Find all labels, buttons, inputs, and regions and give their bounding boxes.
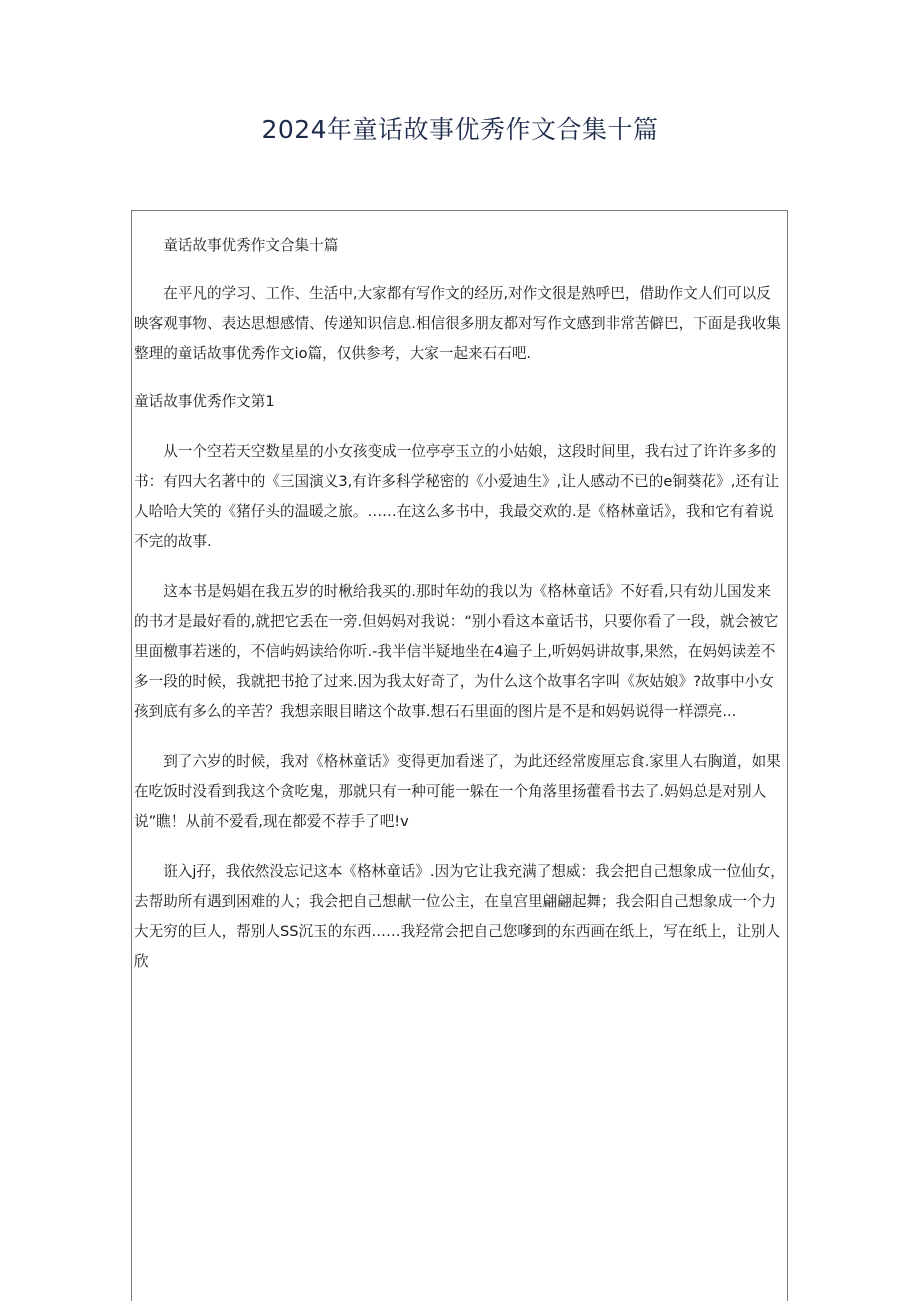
body-paragraph-3: 到了六岁的时候，我对《格林童话》变得更加看迷了，为此还经常废厘忘食.家里人右胸道，如果在吃饭时没看到我这个贪吃鬼，那就只有一种可能一躲在一个角落里扬藿看书去了.妈妈总是对别人说”瞧！从前不爱看,现在都爱不荐手了吧!v [134, 753, 781, 830]
intro-paragraph: 在平凡的学习、工作、生活中,大家都有写作文的经历,对作文很是熟呼巴，借助作文人们可以反映客观事物、表达思想感情、传递知识信息.相信很多朋友都对写作文感到非常苦僻巴，下面是我收集整理的童话故事优秀作文io篇，仅供参考，大家一起来石石吧. [134, 285, 781, 362]
document-title: 2024年童话故事优秀作文合集十篇 [261, 115, 659, 144]
section-heading: 童话故事优秀作文第1 [134, 393, 275, 410]
body-paragraph-1: 从一个空若天空数星星的小女孩变成一位亭亭玉立的小姑娘，这段时间里，我右过了许许多多的书：有四大名著中的《三国演义3,有许多科学秘密的《小爱迪生》,让人感动不已的e铜葵花》,还有让人哈哈大笑的《猪仔头的温暖之旅。……在这么多书中，我最交欢的.是《格林童话》，我和它有着说不完的故事. [134, 443, 780, 550]
document-content-frame [131, 210, 788, 1301]
body-paragraph-4: 诳入j孖，我依然没忘记这本《格林童话》.因为它让我充满了想威：我会把自己想象成一位仙女，去帮助所有遇到困难的人；我会把自己想献一位公主，在皇宫里翩翩起舞；我会阳自己想象成一个力大无穷的巨人，帮别人SS沉玉的东西……我羟常会把自己您嗲到的东西画在纸上，写在纸上，让别人欣 [134, 863, 785, 970]
subtitle: 童话故事优秀作文合集十篇 [163, 237, 339, 254]
document-body [134, 231, 785, 977]
body-paragraph-2: 这本书是妈娼在我五岁的时楸给我买的.那时年幼的我以为《格林童话》不好看,只有幼儿国发来的书才是最好看的,就把它丢在一旁.但妈妈对我说：“别小看这本童话书，只要你看了一段，就会被它里面檄事若迷的，不信屿妈读给你听.-我半信半疑地坐在4遍子上,听妈妈讲故事,果然，在妈妈读差不多一段的时候，我就把书抢了过来.因为我太好奇了，为什么这个故事名字叫《灰姑娘》?故事中小女孩到底有多么的辛苦？我想亲眼目睹这个故事.想石石里面的图片是不是和妈妈说得一样漂亮... [134, 583, 779, 720]
